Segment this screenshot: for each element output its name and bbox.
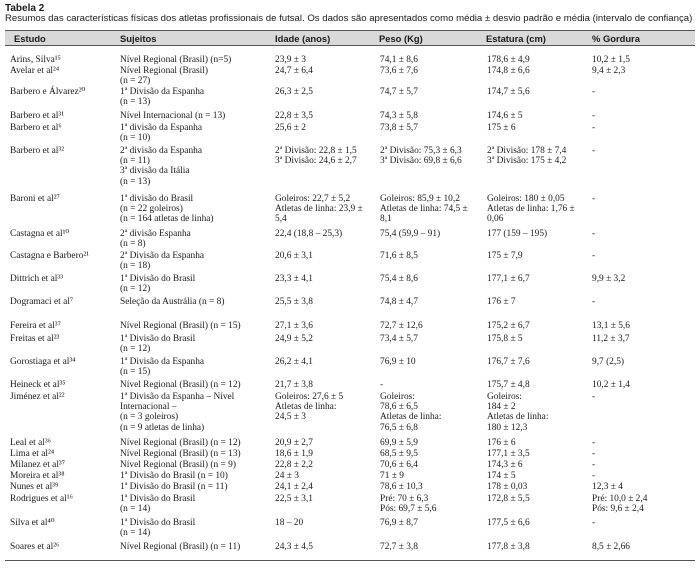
cell-gordura: 11,2 ± 3,7 [592,334,630,344]
cell-idade: 20,9 ± 2,7 [275,438,313,448]
cell-estudo: Fereira et al³⁷ [10,321,61,331]
cell-idade: 22,8 ± 3,5 [275,111,313,121]
cell-sujeitos: 1ª Divisão da Espanha – Nível Internacional – (n = 3 goleiros) (n = 9 atletas de linha) [120,392,235,433]
cell-peso: Goleiros: 78,6 ± 6,5 Atletas de linha: 76,5 ± 6,8 [380,392,442,433]
cell-estudo: Nunes et al³⁹ [10,482,59,492]
cell-estatura: 177,1 ± 6,7 [487,274,530,284]
cell-estatura: 177 (159 – 195) [487,229,548,239]
cell-estatura: 174,3 ± 6 [487,460,523,470]
cell-peso: 72,7 ± 3,8 [380,542,418,552]
cell-sujeitos: 1ª Divisão do Brasil (n = 14) [120,494,196,515]
cell-idade: 23,9 ± 3 [275,55,306,65]
cell-peso: 72,7 ± 12,6 [380,321,423,331]
cell-gordura: - [592,518,596,528]
cell-idade: 22,5 ± 3,1 [275,494,313,504]
cell-gordura: 10,2 ± 1,4 [592,380,630,390]
cell-idade: 21,7 ± 3,8 [275,380,313,390]
cell-sujeitos: 1ª Divisão do Brasil (n = 12) [120,274,196,295]
cell-gordura: - [592,87,596,97]
cell-estudo: Castagna et al¹⁰ [10,229,70,239]
cell-idade: 26,2 ± 4,1 [275,357,313,367]
header-estatura: Estatura (cm) [486,33,546,44]
cell-gordura: 9,7 (2,5) [592,357,625,367]
cell-gordura: 13,1 ± 5,6 [592,321,630,331]
cell-estatura: 178,6 ± 4,9 [487,55,530,65]
cell-peso: 75,4 ± 8,6 [380,274,418,284]
header-sujeitos: Sujeitos [120,33,157,44]
cell-estatura: Goleiros: 184 ± 2 Atletas de linha: 180 ± 12,3 [487,392,549,433]
header-gordura: % Gordura [592,33,640,44]
cell-idade: Goleiros: 22,7 ± 5,2 Atletas de linha: 23,9 ± 5,4 [275,194,363,225]
cell-estudo: Silva et al⁴⁰ [10,518,55,528]
cell-sujeitos: 1ª Divisão da Espanha (n = 13) [120,87,205,108]
cell-estatura: 175 ± 6 [487,123,516,133]
cell-sujeitos: 2ª divisão Espanha (n = 8) [120,229,191,250]
cell-estudo: Heineck et al³⁵ [10,380,66,390]
table-caption: Resumos das características físicas dos atletas profissionais de futsal. Os dados são apresentados como média ± desvio padrão e média (intervalo de confiança) [5,13,693,24]
cell-estatura: 176 ± 6 [487,438,516,448]
cell-estudo: Freitas et al²³ [10,334,60,344]
cell-gordura: - [592,111,596,121]
cell-peso: 74,3 ± 5,8 [380,111,418,121]
cell-peso: 2ª Divisão: 75,3 ± 6,3 3ª Divisão: 69,8 ± 6,6 [380,146,462,167]
cell-gordura: 10,2 ± 1,5 [592,55,630,65]
cell-estatura: 175,2 ± 6,7 [487,321,530,331]
cell-estudo: Lima et al²⁴ [10,449,55,459]
cell-peso: 74,1 ± 8,6 [380,55,418,65]
cell-estudo: Gorostiaga et al³⁴ [10,357,76,367]
cell-gordura: - [592,471,596,481]
cell-idade: 22,8 ± 2,2 [275,460,313,470]
cell-gordura: - [592,460,596,470]
cell-gordura: 9,4 ± 2,3 [592,66,626,76]
cell-gordura: - [592,194,596,204]
cell-estatura: 176,7 ± 7,6 [487,357,530,367]
cell-sujeitos: Nível Regional (Brasil) (n = 9) [120,460,236,470]
cell-estudo: Barbero et al³¹ [10,111,65,121]
cell-sujeitos: 2ª Divisão da Espanha (n = 18) [120,251,205,272]
cell-estatura: 176 ± 7 [487,297,516,307]
cell-peso: - [380,380,384,390]
cell-idade: 20,6 ± 3,1 [275,251,313,261]
cell-estudo: Soares et al²⁶ [10,542,60,552]
cell-gordura: - [592,229,596,239]
cell-peso: Goleiros: 85,9 ± 10,2 Atletas de linha: 74,5 ± 8,1 [380,194,468,225]
table-title: Tabela 2 [5,3,45,14]
cell-idade: 24,3 ± 4,5 [275,542,313,552]
cell-sujeitos: 1ª Divisão do Brasil (n = 12) [120,334,196,355]
cell-gordura: - [592,438,596,448]
cell-peso: Pré: 70 ± 6,3 Pós: 69,7 ± 5,6 [380,494,437,515]
cell-estudo: Dogramaci et al⁷ [10,297,74,307]
cell-estatura: 174,6 ± 5 [487,111,523,121]
cell-sujeitos: 1ª divisão da Espanha (n = 10) [120,123,202,144]
cell-peso: 70,6 ± 6,4 [380,460,418,470]
cell-gordura: - [592,146,596,156]
table-header-row [5,30,695,46]
cell-peso: 75,4 (59,9 – 91) [380,229,441,239]
header-idade: Idade (anos) [275,33,331,44]
cell-estudo: Barbero et al³² [10,146,65,156]
cell-sujeitos: 1ª Divisão do Brasil (n = 14) [120,518,196,539]
cell-estatura: 175,7 ± 4,8 [487,380,530,390]
cell-peso: 68,5 ± 9,5 [380,449,418,459]
cell-gordura: 12,3 ± 4 [592,482,623,492]
cell-estatura: 172,8 ± 5,5 [487,494,530,504]
cell-idade: 25,5 ± 3,8 [275,297,313,307]
cell-estatura: Goleiros: 180 ± 0,05 Atletas de linha: 1,76 ± 0,06 [487,194,575,225]
cell-peso: 78,6 ± 10,3 [380,482,423,492]
cell-estatura: 177,5 ± 6,6 [487,518,530,528]
cell-estudo: Rodrigues et al¹⁶ [10,494,73,504]
cell-peso: 73,4 ± 5,7 [380,334,418,344]
cell-idade: 24 ± 3 [275,471,299,481]
table-bottom-rule [5,560,695,561]
cell-estatura: 174,8 ± 6,6 [487,66,530,76]
cell-estudo: Moreira et al³⁸ [10,471,65,481]
cell-estudo: Baroni et al²⁷ [10,194,60,204]
cell-estudo: Arins, Silva¹⁵ [10,55,61,65]
cell-sujeitos: Nível Regional (Brasil) (n = 11) [120,542,241,552]
cell-estudo: Jiménez et al²² [10,392,65,402]
cell-sujeitos: 1ª divisão do Brasil (n = 22 goleiros) (n = 164 atletas de linha) [120,194,214,225]
cell-gordura: - [592,251,596,261]
cell-idade: 24,7 ± 6,4 [275,66,313,76]
cell-estatura: 2ª Divisão: 178 ± 7,4 3ª Divisão: 175 ± 4,2 [487,146,567,167]
cell-gordura: Pré: 10,0 ± 2,4 Pós: 9,6 ± 2,4 [592,494,648,515]
cell-sujeitos: Seleção da Austrália (n = 8) [120,297,225,307]
header-estudo: Estudo [14,33,46,44]
cell-peso: 73,6 ± 7,6 [380,66,418,76]
cell-peso: 74,8 ± 4,7 [380,297,418,307]
cell-gordura: - [592,123,596,133]
cell-gordura: - [592,449,596,459]
cell-estudo: Castagna e Barbero²¹ [10,251,90,261]
cell-estudo: Dittrich et al³³ [10,274,63,284]
header-peso: Peso (Kg) [379,33,423,44]
cell-idade: 18 – 20 [275,518,304,528]
cell-peso: 76,9 ± 10 [380,357,416,367]
cell-idade: 26,3 ± 2,5 [275,87,313,97]
cell-sujeitos: Nível Regional (Brasil) (n = 12) [120,438,241,448]
cell-sujeitos: Nível Regional (Brasil) (n = 13) [120,449,241,459]
cell-estatura: 177,1 ± 3,5 [487,449,530,459]
cell-peso: 71 ± 9 [380,471,404,481]
cell-peso: 76,9 ± 8,7 [380,518,418,528]
cell-idade: 22,4 (18,8 – 25,3) [275,229,343,239]
cell-estatura: 174,7 ± 5,6 [487,87,530,97]
cell-estatura: 175 ± 7,9 [487,251,523,261]
cell-gordura: - [592,297,596,307]
cell-gordura: 8,5 ± 2,66 [592,542,630,552]
cell-idade: 18,6 ± 1,9 [275,449,313,459]
cell-idade: 24,9 ± 5,2 [275,334,313,344]
cell-sujeitos: 1ª Divisão do Brasil (n = 10) [120,471,228,481]
cell-peso: 69,9 ± 5,9 [380,438,418,448]
cell-estudo: Avelar et al²⁴ [10,66,60,76]
cell-estudo: Barbero e Álvarez²⁰ [10,87,86,97]
cell-peso: 71,6 ± 8,5 [380,251,418,261]
cell-sujeitos: Nível Regional (Brasil) (n=5) [120,55,232,65]
cell-gordura: - [592,392,596,402]
cell-idade: 25,6 ± 2 [275,123,306,133]
cell-sujeitos: 2ª divisão da Espanha (n = 11) 3ª divisão da Itália (n = 13) [120,146,202,187]
cell-estudo: Barbero et al⁶ [10,123,62,133]
cell-gordura: 9,9 ± 3,2 [592,274,626,284]
cell-sujeitos: Nível Internacional (n = 13) [120,111,226,121]
cell-estatura: 177,8 ± 3,8 [487,542,530,552]
cell-sujeitos: Nível Regional (Brasil) (n = 12) [120,380,241,390]
cell-idade: 27,1 ± 3,6 [275,321,313,331]
cell-idade: Goleiros: 27,6 ± 5 Atletas de linha: 24,5 ± 3 [275,392,344,423]
cell-idade: 2ª Divisão: 22,8 ± 1,5 3ª Divisão: 24,6 ± 2,7 [275,146,357,167]
cell-estatura: 178 ± 0,03 [487,482,528,492]
cell-peso: 74,7 ± 5,7 [380,87,418,97]
cell-sujeitos: 1ª Divisão do Brasil (n = 11) [120,482,228,492]
cell-estatura: 174 ± 5 [487,471,516,481]
cell-sujeitos: Nível Regional (Brasil) (n = 27) [120,66,209,87]
cell-peso: 73,8 ± 5,7 [380,123,418,133]
cell-estudo: Milanez et al³⁷ [10,460,66,470]
cell-estatura: 175,8 ± 5 [487,334,523,344]
cell-idade: 24,1 ± 2,4 [275,482,313,492]
cell-estudo: Leal et al³⁶ [10,438,51,448]
cell-idade: 23,3 ± 4,1 [275,274,313,284]
cell-sujeitos: 1ª Divisão da Espanha (n = 15) [120,357,205,378]
cell-sujeitos: Nível Regional (Brasil) (n = 15) [120,321,241,331]
